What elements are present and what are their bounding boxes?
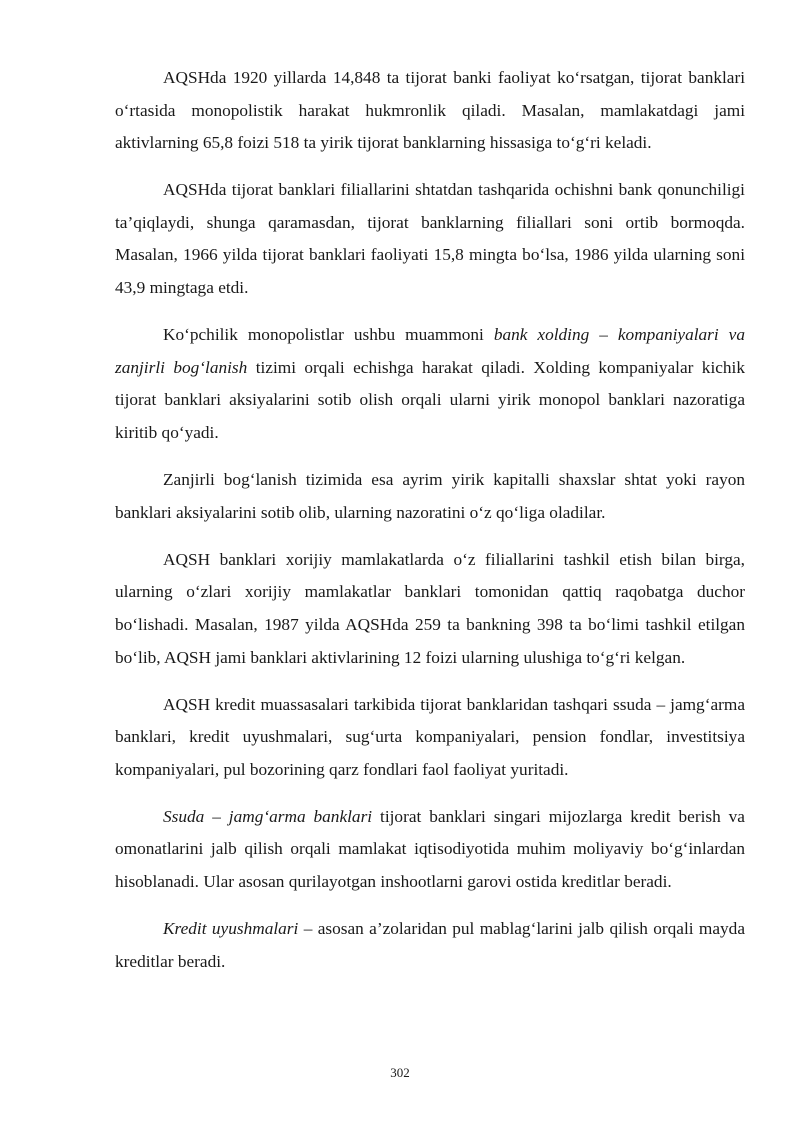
paragraph-text: Ko‘pchilik monopolistlar ushbu muammoni (163, 325, 494, 345)
paragraph-text: AQSHda 1920 yillarda 14,848 ta tijorat banki faoliyat ko‘rsatgan, tijorat banklari o‘rtasida monopolistik harakat hukmronlik qiladi. Masalan, mamlakatdagi jami aktivlarning 65,8 foizi 518 ta yirik tijorat banklarning hissasiga to‘g‘ri keladi. (115, 68, 745, 153)
paragraph-text: AQSH kredit muassasalari tarkibida tijorat banklaridan tashqari ssuda – jamg‘arma banklari, kredit uyushmalari, sug‘urta kompaniyalari, pension fondlar, investitsiya kompaniyalari, pul bozorining qarz fondlari faol faoliyat yuritadi. (115, 694, 745, 779)
paragraph (115, 62, 745, 160)
paragraph-text: tijorat banklari singari mijozlarga kredit berish va omonatlarini jalb qilish orqali mamlakat iqtisodiyotida muhim moliyaviy bo‘g‘inlardan hisoblanadi. Ular asosan qurilayotgan inshootlarni garovi ostida kreditlar beradi. (115, 806, 745, 892)
paragraph (115, 174, 745, 304)
paragraph-text: AQSH banklari xorijiy mamlakatlarda o‘z filiallarini tashkil etish bilan birga, ularning o‘zlari xorijiy mamlakatlar banklari tomonidan qattiq raqobatga duchor bo‘lishadi. Masalan, 1987 yilda AQSHda 259 ta bankning 398 ta bo‘limi tashkil etilgan bo‘lib, AQSH jami banklari aktivlarining 12 foizi ularning ulushiga to‘g‘ri kelgan. (115, 549, 745, 667)
italic-term: bank xolding – kompaniyalari va zanjirli bog‘lanish (115, 325, 745, 377)
paragraph-text: tizimi orqali echishga harakat qiladi. Xolding kompaniyalar kichik tijorat banklari aksiyalarini sotib olish orqali ularni yirik monopol banklari nazoratiga kiritib qo‘yadi. (115, 357, 745, 442)
paragraph-text: – asosan a’zolaridan pul mablag‘larini jalb qilish orqali mayda kreditlar beradi. (115, 919, 745, 971)
paragraph (115, 544, 745, 674)
paragraph (115, 689, 745, 787)
page-body (115, 62, 745, 993)
paragraph (115, 464, 745, 529)
paragraph (115, 319, 745, 449)
paragraph-text: AQSHda tijorat banklari filiallarini shtatdan tashqarida ochishni bank qonunchiligi ta’qiqlaydi, shunga qaramasdan, tijorat banklarning filiallari soni ortib bormoqda. Masalan, 1966 yilda tijorat banklari faoliyati 15,8 mingta bo‘lsa, 1986 yilda ularning soni 43,9 mingtaga etdi. (115, 180, 745, 298)
paragraph (115, 801, 745, 899)
italic-term: Kredit uyushmalari (163, 919, 299, 939)
italic-term: Ssuda – jamg‘arma banklari (163, 806, 373, 826)
page-number: 302 (390, 1065, 410, 1080)
paragraph-text: Zanjirli bog‘lanish tizimida esa ayrim yirik kapitalli shaxslar shtat yoki rayon banklari aksiyalarini sotib olib, ularning nazoratini o‘z qo‘liga oladilar. (115, 470, 745, 522)
paragraph (115, 913, 745, 978)
